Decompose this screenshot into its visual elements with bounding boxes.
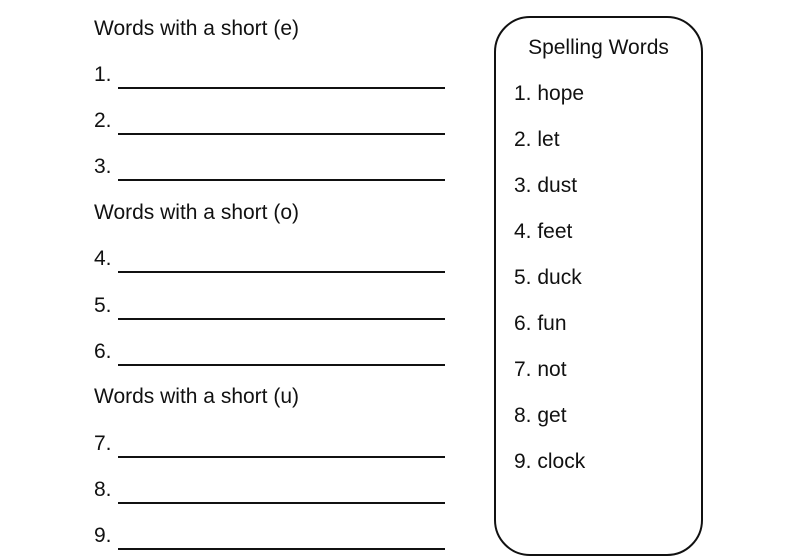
answer-number: 1. <box>94 63 112 86</box>
answer-line[interactable] <box>94 153 446 181</box>
answer-line[interactable] <box>94 476 446 504</box>
answer-line[interactable] <box>94 430 446 458</box>
section-title-short-o: Words with a short (o) <box>94 201 300 224</box>
answer-number: 6. <box>94 340 112 363</box>
answer-number: 9. <box>94 524 112 547</box>
answer-number: 7. <box>94 432 112 455</box>
spelling-word: 2. let <box>514 128 560 151</box>
spelling-word: 6. fun <box>514 312 567 335</box>
answer-underline <box>118 318 445 320</box>
spelling-word: 8. get <box>514 404 567 427</box>
answer-line[interactable] <box>94 338 446 366</box>
section-title-short-u: Words with a short (u) <box>94 385 300 408</box>
section-title-short-e: Words with a short (e) <box>94 17 300 40</box>
spelling-word: 1. hope <box>514 82 585 105</box>
spelling-words-box <box>494 16 703 556</box>
answer-underline <box>118 271 445 273</box>
answer-number: 4. <box>94 247 112 270</box>
answer-number: 5. <box>94 294 112 317</box>
answer-underline <box>118 87 445 89</box>
answer-underline <box>118 364 445 366</box>
answer-underline <box>118 179 445 181</box>
spelling-word: 5. duck <box>514 266 582 289</box>
answer-line[interactable] <box>94 107 446 135</box>
spelling-word: 9. clock <box>514 450 586 473</box>
answer-line[interactable] <box>94 245 446 273</box>
answer-number: 2. <box>94 109 112 132</box>
answer-underline <box>118 456 445 458</box>
spelling-words-title: Spelling Words <box>528 36 669 59</box>
spelling-word: 7. not <box>514 358 567 381</box>
answer-underline <box>118 502 445 504</box>
answer-line[interactable] <box>94 292 446 320</box>
answer-line[interactable] <box>94 522 446 550</box>
spelling-word: 3. dust <box>514 174 578 197</box>
answer-number: 3. <box>94 155 112 178</box>
answer-underline <box>118 548 445 550</box>
answer-line[interactable] <box>94 61 446 89</box>
answer-underline <box>118 133 445 135</box>
answer-number: 8. <box>94 478 112 501</box>
spelling-word: 4. feet <box>514 220 573 243</box>
